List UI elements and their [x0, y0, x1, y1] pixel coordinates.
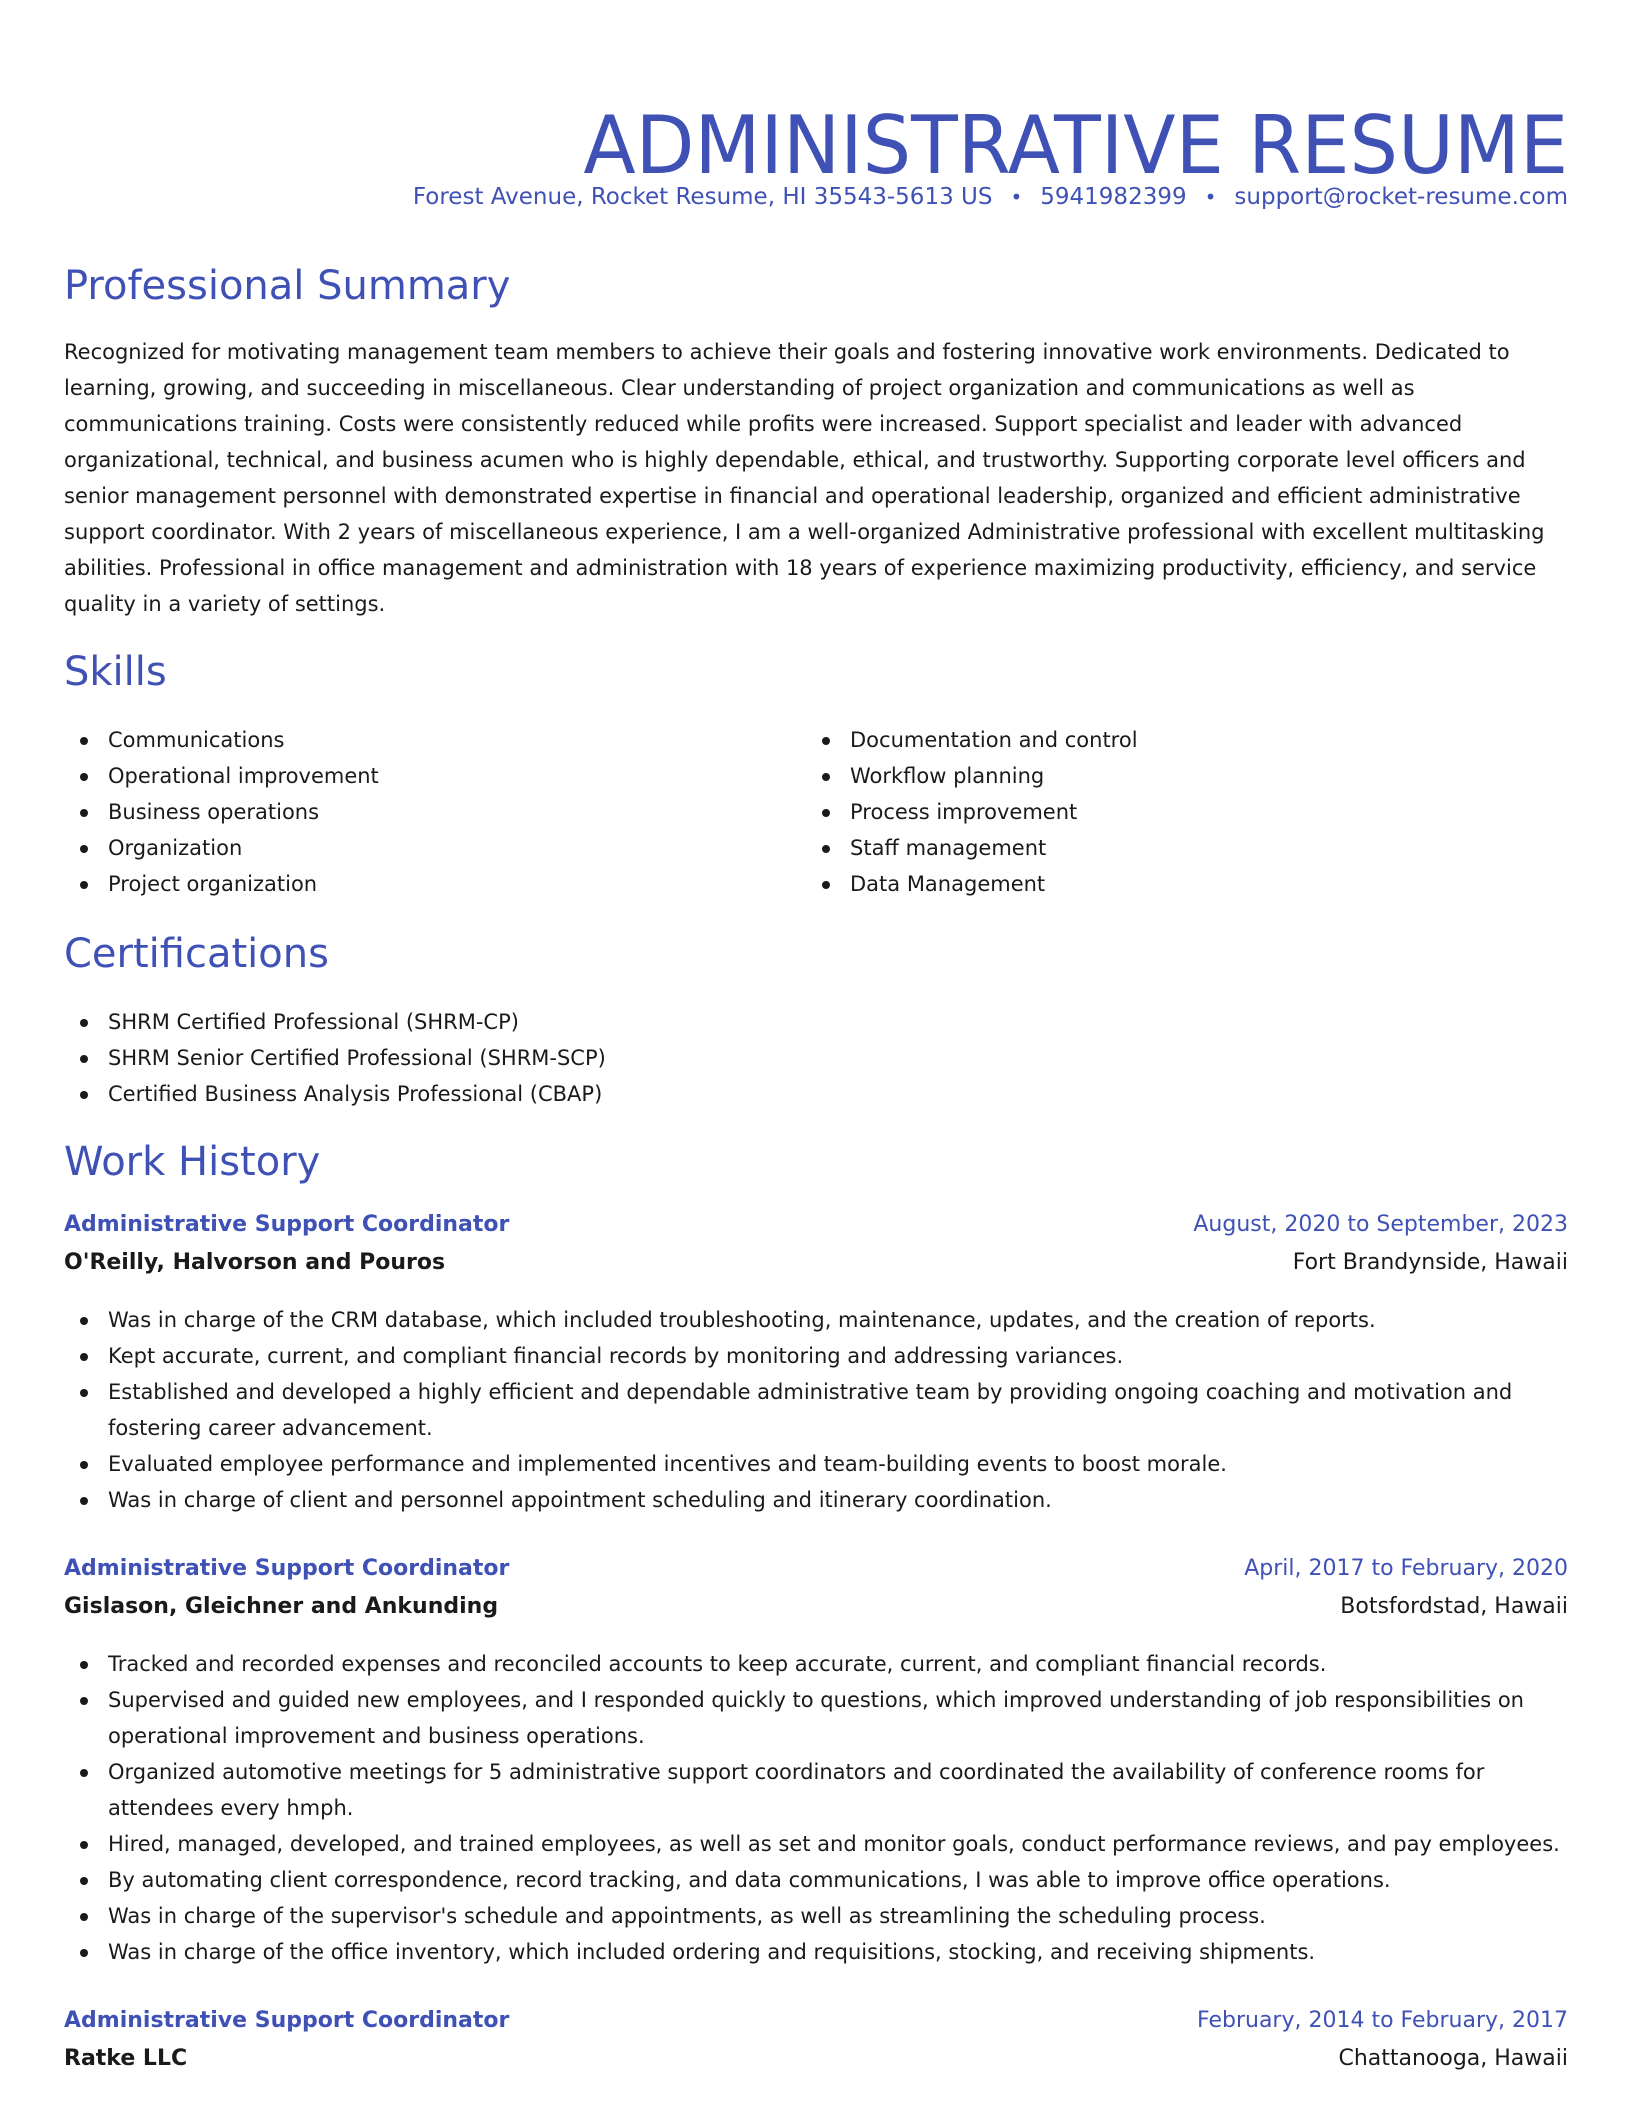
skill-item: Workflow planning: [806, 758, 1506, 794]
contact-phone: 5941982399: [1040, 184, 1187, 210]
contact-separator: •: [1204, 185, 1217, 209]
section-heading-summary: Professional Summary: [64, 263, 511, 309]
job-company: O'Reilly, Halvorson and Pouros: [64, 1250, 446, 1275]
certifications-list: [64, 1004, 1568, 1112]
skill-item: Staff management: [806, 830, 1506, 866]
section-heading-certifications: Certifications: [64, 931, 329, 977]
skills-column-left: [64, 722, 764, 902]
skill-item: Project organization: [64, 866, 764, 902]
job-title: Administrative Support Coordinator: [64, 1556, 510, 1581]
certification-item: SHRM Senior Certified Professional (SHRM-SCP): [64, 1040, 1568, 1076]
contact-separator: •: [1010, 185, 1023, 209]
skill-item: Data Management: [806, 866, 1506, 902]
certification-item: Certified Business Analysis Professional (CBAP): [64, 1076, 1568, 1112]
job-entry: [64, 1556, 1568, 1970]
job-bullet: Was in charge of the office inventory, which included ordering and requisitions, stocking, and receiving shipments.: [64, 1934, 1568, 1970]
job-bullet: Was in charge of the CRM database, which included troubleshooting, maintenance, updates, and the creation of reports.: [64, 1302, 1568, 1338]
contact-line: [413, 184, 1568, 210]
skill-item: Organization: [64, 830, 764, 866]
job-location: Fort Brandynside, Hawaii: [1292, 1250, 1568, 1275]
skill-item: Communications: [64, 722, 764, 758]
skill-item: Documentation and control: [806, 722, 1506, 758]
job-bullet: Organized automotive meetings for 5 administrative support coordinators and coordinated the availability of conference rooms for attendees every hmph.: [64, 1754, 1568, 1826]
summary-text: Recognized for motivating management team members to achieve their goals and fostering innovative work environments. Dedicated to learning, growing, and succeeding in miscellaneous. Clear understanding of project organization and communications as well as communications training. Costs were consistently reduced while profits were increased. Support specialist and leader with advanced organizational, technical, and business acumen who is highly dependable, ethical, and trustworthy. Supporting corporate level officers and senior management personnel with demonstrated expertise in financial and operational leadership, organized and efficient administrative support coordinator. With 2 years of miscellaneous experience, I am a well-organized Administrative professional with excellent multitasking abilities. Professional in office management and administration with 18 years of experience maximizing productivity, efficiency, and service quality in a variety of settings.: [64, 340, 1545, 616]
job-dates: February, 2014 to February, 2017: [1197, 2008, 1568, 2033]
skill-item: Business operations: [64, 794, 764, 830]
job-bullet: Kept accurate, current, and compliant financial records by monitoring and addressing variances.: [64, 1338, 1568, 1374]
job-entry: [64, 2008, 1568, 2086]
job-bullet: Tracked and recorded expenses and reconciled accounts to keep accurate, current, and compliant financial records.: [64, 1646, 1568, 1682]
job-bullet: Hired, managed, developed, and trained employees, as well as set and monitor goals, conduct performance reviews, and pay employees.: [64, 1826, 1568, 1862]
skill-item: Operational improvement: [64, 758, 764, 794]
skill-item: Process improvement: [806, 794, 1506, 830]
job-title: Administrative Support Coordinator: [64, 1212, 510, 1237]
section-heading-skills: Skills: [64, 649, 167, 695]
job-location: Chattanooga, Hawaii: [1338, 2046, 1568, 2071]
contact-email: support@rocket-resume.com: [1234, 184, 1568, 210]
job-company: Ratke LLC: [64, 2046, 188, 2071]
job-bullet: Established and developed a highly efficient and dependable administrative team by providing ongoing coaching and motivation and fostering career advancement.: [64, 1374, 1568, 1446]
job-dates: August, 2020 to September, 2023: [1193, 1212, 1568, 1237]
job-bullet: Was in charge of client and personnel appointment scheduling and itinerary coordination.: [64, 1482, 1568, 1518]
job-bullet: Supervised and guided new employees, and I responded quickly to questions, which improved understanding of job responsibilities on operational improvement and business operations.: [64, 1682, 1568, 1754]
contact-address: Forest Avenue, Rocket Resume, HI 35543-5613 US: [412, 184, 993, 210]
job-entry: [64, 1212, 1568, 1518]
resume-title: ADMINISTRATIVE RESUME: [583, 98, 1568, 192]
skills-column-right: [806, 722, 1506, 902]
job-title: Administrative Support Coordinator: [64, 2008, 510, 2033]
job-location: Botsfordstad, Hawaii: [1340, 1594, 1568, 1619]
job-dates: April, 2017 to February, 2020: [1244, 1556, 1568, 1581]
certification-item: SHRM Certified Professional (SHRM-CP): [64, 1004, 1568, 1040]
job-bullet: By automating client correspondence, record tracking, and data communications, I was able to improve office operations.: [64, 1862, 1568, 1898]
job-company: Gislason, Gleichner and Ankunding: [64, 1594, 499, 1619]
section-heading-work-history: Work History: [64, 1139, 321, 1185]
job-bullet: Was in charge of the supervisor's schedule and appointments, as well as streamlining the scheduling process.: [64, 1898, 1568, 1934]
job-bullet: Evaluated employee performance and implemented incentives and team-building events to boost morale.: [64, 1446, 1568, 1482]
